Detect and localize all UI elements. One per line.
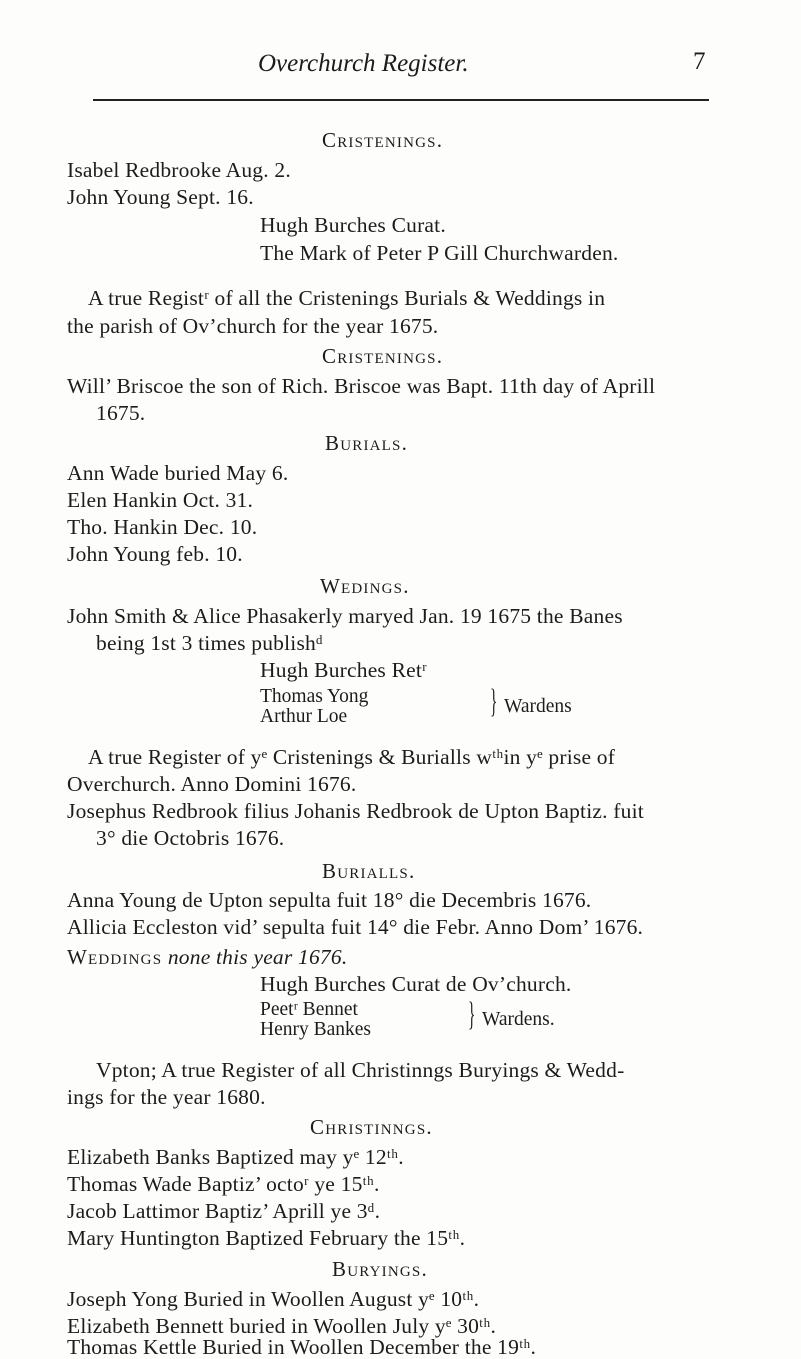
entry-line: John Young Sept. 16.: [67, 185, 254, 209]
register-intro: ings for the year 1680.: [67, 1085, 266, 1109]
signature-line: The Mark of Peter P Gill Churchwarden.: [260, 241, 619, 265]
entry-line: Elizabeth Banks Baptized may yᵉ 12ᵗʰ.: [67, 1145, 404, 1169]
entry-line: Thomas Wade Baptiz’ octoʳ ye 15ᵗʰ.: [67, 1172, 380, 1196]
entry-line: John Young feb. 10.: [67, 542, 243, 566]
page-title: Overchurch Register.: [258, 50, 469, 77]
register-intro: the parish of Ov’church for the year 1675.: [67, 314, 439, 338]
entry-line: Elen Hankin Oct. 31.: [67, 488, 254, 512]
page-number: 7: [693, 48, 706, 75]
entry-line: Isabel Redbrooke Aug. 2.: [67, 158, 291, 182]
entry-text: none this year 1676.: [162, 945, 348, 969]
section-heading: Cristenings.: [322, 128, 444, 152]
entry-line: Josephus Redbrook filius Johanis Redbrook de Upton Baptiz. fuit: [67, 799, 644, 823]
warden-name: Peetʳ Bennet: [260, 999, 358, 1020]
entry-line: Tho. Hankin Dec. 10.: [67, 515, 258, 539]
register-intro: A true Register of yᵉ Cristenings & Burialls wᵗʰin yᵉ prise of: [88, 745, 616, 769]
warden-name: Thomas Yong: [260, 686, 369, 707]
entry-line: Mary Huntington Baptized February the 15ᵗʰ.: [67, 1226, 466, 1250]
section-heading: Wedings.: [320, 574, 410, 598]
section-heading: Burialls.: [322, 859, 416, 883]
signature-line: Hugh Burches Curat.: [260, 213, 446, 237]
section-heading: Weddings: [67, 945, 163, 969]
entry-line: Ann Wade buried May 6.: [67, 461, 289, 485]
entry-line: Thomas Kettle Buried in Woollen December the 19ᵗʰ.: [67, 1335, 537, 1359]
entry-line: being 1st 3 times publishᵈ: [96, 631, 323, 655]
header-rule: [93, 99, 709, 101]
section-heading: Burials.: [325, 431, 409, 455]
entry-line: Jacob Lattimor Baptiz’ Aprill ye 3ᵈ.: [67, 1199, 381, 1223]
wardens-label: Wardens.: [482, 1009, 555, 1030]
entry-line: Anna Young de Upton sepulta fuit 18° die Decembris 1676.: [67, 888, 592, 912]
section-heading: Christinngs.: [310, 1115, 433, 1139]
section-heading: Buryings.: [332, 1257, 428, 1281]
entry-line: [67, 944, 347, 971]
entry-line: 3° die Octobris 1676.: [96, 826, 285, 850]
entry-line: Joseph Yong Buried in Woollen August yᵉ 10ᵗʰ.: [67, 1287, 480, 1311]
register-intro: A true Registʳ of all the Cristenings Burials & Weddings in: [88, 286, 606, 310]
warden-name: Henry Bankes: [260, 1019, 372, 1040]
entry-line: John Smith & Alice Phasakerly maryed Jan. 19 1675 the Banes: [67, 604, 623, 628]
brace-icon: }: [490, 683, 498, 720]
section-heading: Cristenings.: [322, 344, 444, 368]
register-intro: Vpton; A true Register of all Christinngs Buryings & Wedd-: [96, 1058, 625, 1082]
register-intro: Overchurch. Anno Domini 1676.: [67, 772, 357, 796]
signature-line: Hugh Burches Retʳ: [260, 658, 427, 682]
entry-line: Elizabeth Bennett buried in Woollen July yᵉ 30ᵗʰ.: [67, 1314, 497, 1338]
warden-name: Arthur Loe: [260, 706, 348, 727]
entry-line: 1675.: [96, 401, 146, 425]
signature-line: Hugh Burches Curat de Ov’church.: [260, 972, 572, 996]
entry-line: Allicia Eccleston vid’ sepulta fuit 14° die Febr. Anno Dom’ 1676.: [67, 915, 644, 939]
entry-line: Will’ Briscoe the son of Rich. Briscoe was Bapt. 11th day of Aprill: [67, 374, 656, 398]
brace-icon: }: [468, 996, 476, 1033]
wardens-label: Wardens: [504, 696, 572, 717]
